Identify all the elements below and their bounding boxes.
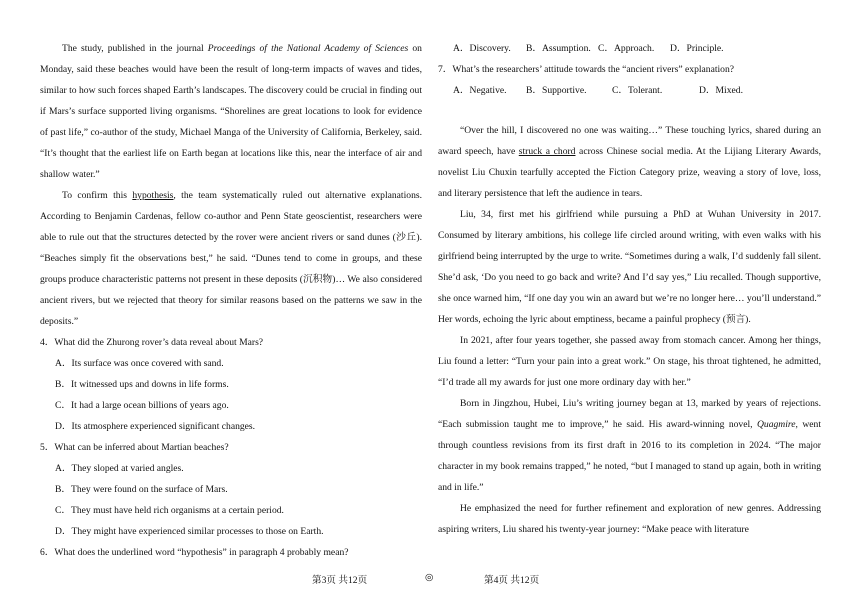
underlined-word-hypothesis: hypothesis: [132, 190, 174, 201]
question-7-options: [453, 80, 821, 101]
text-run: , went through countless revisions from its first draft in 2016 to its completion in 2024. “The major character in my book remains trapped,” he noted, “but I managed to stand up again, both in writing and in life.”: [438, 419, 821, 493]
option-4c[interactable]: C．It had a large ocean billions of years ago.: [55, 400, 229, 411]
option-6c[interactable]: C．Approach.: [598, 43, 655, 54]
underlined-phrase-struck-a-chord: struck a chord: [518, 146, 576, 157]
text-run: To confirm this: [62, 190, 133, 201]
paragraph-study: [40, 38, 422, 185]
option-6a[interactable]: A．Discovery.: [453, 43, 511, 54]
paragraph-letter: In 2021, after four years together, she passed away from stomach cancer. Among her things, Liu found a letter: “Turn your pain into a great work.” On stage, his throat tightened, he admitted, “I’d trade all my awards for just one more ordinary day with her.”: [438, 335, 821, 388]
text-run: across Chinese social media. At the Lijiang Literary Awards, novelist Liu Chuxin tearfully accepted the Fiction Category prize, weaving a story of love, loss, and literary persistence that left the audience in tears.: [438, 146, 821, 199]
option-5c[interactable]: C．They must have held rich organisms at a certain period.: [55, 505, 284, 516]
option-7c[interactable]: C．Tolerant.: [612, 85, 663, 96]
paragraph-lyrics: [438, 120, 821, 204]
text-run: The study, published in the journal: [62, 43, 208, 54]
question-4: 4．What did the Zhurong rover’s data reveal about Mars?: [40, 337, 264, 348]
option-5b[interactable]: B．They were found on the surface of Mars.: [55, 484, 228, 495]
question-5: 5．What can be inferred about Martian beaches?: [40, 442, 229, 453]
question-7: 7．What’s the researchers’ attitude towards the “ancient rivers” explanation?: [438, 64, 735, 75]
option-4d[interactable]: D．Its atmosphere experienced significant changes.: [55, 421, 256, 432]
journal-title: Proceedings of the National Academy of Sciences: [207, 43, 409, 54]
page-number-right: 第4页 共12页: [484, 575, 540, 586]
option-6b[interactable]: B．Assumption.: [526, 43, 591, 54]
section-gap: [438, 101, 821, 120]
option-4b[interactable]: B．It witnessed ups and downs in life forms.: [55, 379, 229, 390]
right-column: [438, 38, 821, 540]
center-mark: ◎: [425, 572, 434, 583]
option-7a[interactable]: A．Negative.: [453, 85, 507, 96]
paragraph-advice: He emphasized the need for further refinement and exploration of new genres. Addressing aspiring writers, Liu shared his twenty-year journey: “Make peace with literature: [438, 503, 821, 535]
page-number-left: 第3页 共12页: [312, 575, 368, 586]
text-run: “Over the hill, I discovered no one was waiting…” These touching lyrics, shared during an award speech, have: [438, 125, 821, 157]
text-run: Born in Jingzhou, Hubei, Liu’s writing journey began at 13, marked by years of rejections. “Each submission taught me to improve,” he said. His award-winning novel,: [438, 398, 821, 430]
text-run: , the team systematically ruled out alternative explanations. According to Benjamin Cardenas, fellow co-author and Penn State geoscientist, researchers were able to rule out that the structures detected by the rover were ancient rivers or sand dunes (沙丘). “Beaches simply fit the observations best,” he said. “Dunes tend to come in groups, and these groups produce characteristic patterns not present in these deposits (沉积物)… We also considered ancient rivers, but we rejected that theory for similar reasons based on the patterns we saw in the deposits.”: [40, 190, 422, 327]
text-run: on Monday, said these beaches would have been the result of long-term impacts of waves and tides, similar to how such forces shaped Earth’s landscapes. The discovery could be crucial in finding out if Mars’s surface supported living organisms. “Shorelines are great locations to look for evidence of past life,” co-author of the study, Michael Manga of the University of California, Berkeley, said. “It’s thought that the earliest life on Earth began at locations like this, near the interface of air and shallow water.”: [40, 43, 422, 180]
question-6: 6．What does the underlined word “hypothesis” in paragraph 4 probably mean?: [40, 547, 349, 558]
option-5a[interactable]: A．They sloped at varied angles.: [55, 463, 184, 474]
option-5d[interactable]: D．They might have experienced similar processes to those on Earth.: [55, 526, 324, 537]
question-6-options: [453, 38, 821, 59]
option-6d[interactable]: D．Principle.: [670, 43, 724, 54]
left-column: [40, 38, 422, 563]
option-4a[interactable]: A．Its surface was once covered with sand.: [55, 358, 224, 369]
paragraph-journey: [438, 393, 821, 498]
paragraph-girlfriend: Liu, 34, first met his girlfriend while pursuing a PhD at Wuhan University in 2017. Consumed by literary ambitions, his college life circled around writing, with even walks with his girlfriend being interrupted by the urge to write. “Sometimes during a walk, I’d suddenly fall silent. She’d ask, ‘Do you need to go back and write? And I’d say yes,” Liu recalled. Though supportive, she once warned him, “If one day you win an award but we’re no longer here… you’ll understand.” Her words, echoing the lyric about emptiness, became a painful prophecy (预言).: [438, 209, 821, 325]
paragraph-hypothesis: [40, 185, 422, 332]
option-7d[interactable]: D．Mixed.: [699, 85, 743, 96]
novel-title: Quagmire: [756, 419, 796, 430]
option-7b[interactable]: B．Supportive.: [526, 85, 587, 96]
